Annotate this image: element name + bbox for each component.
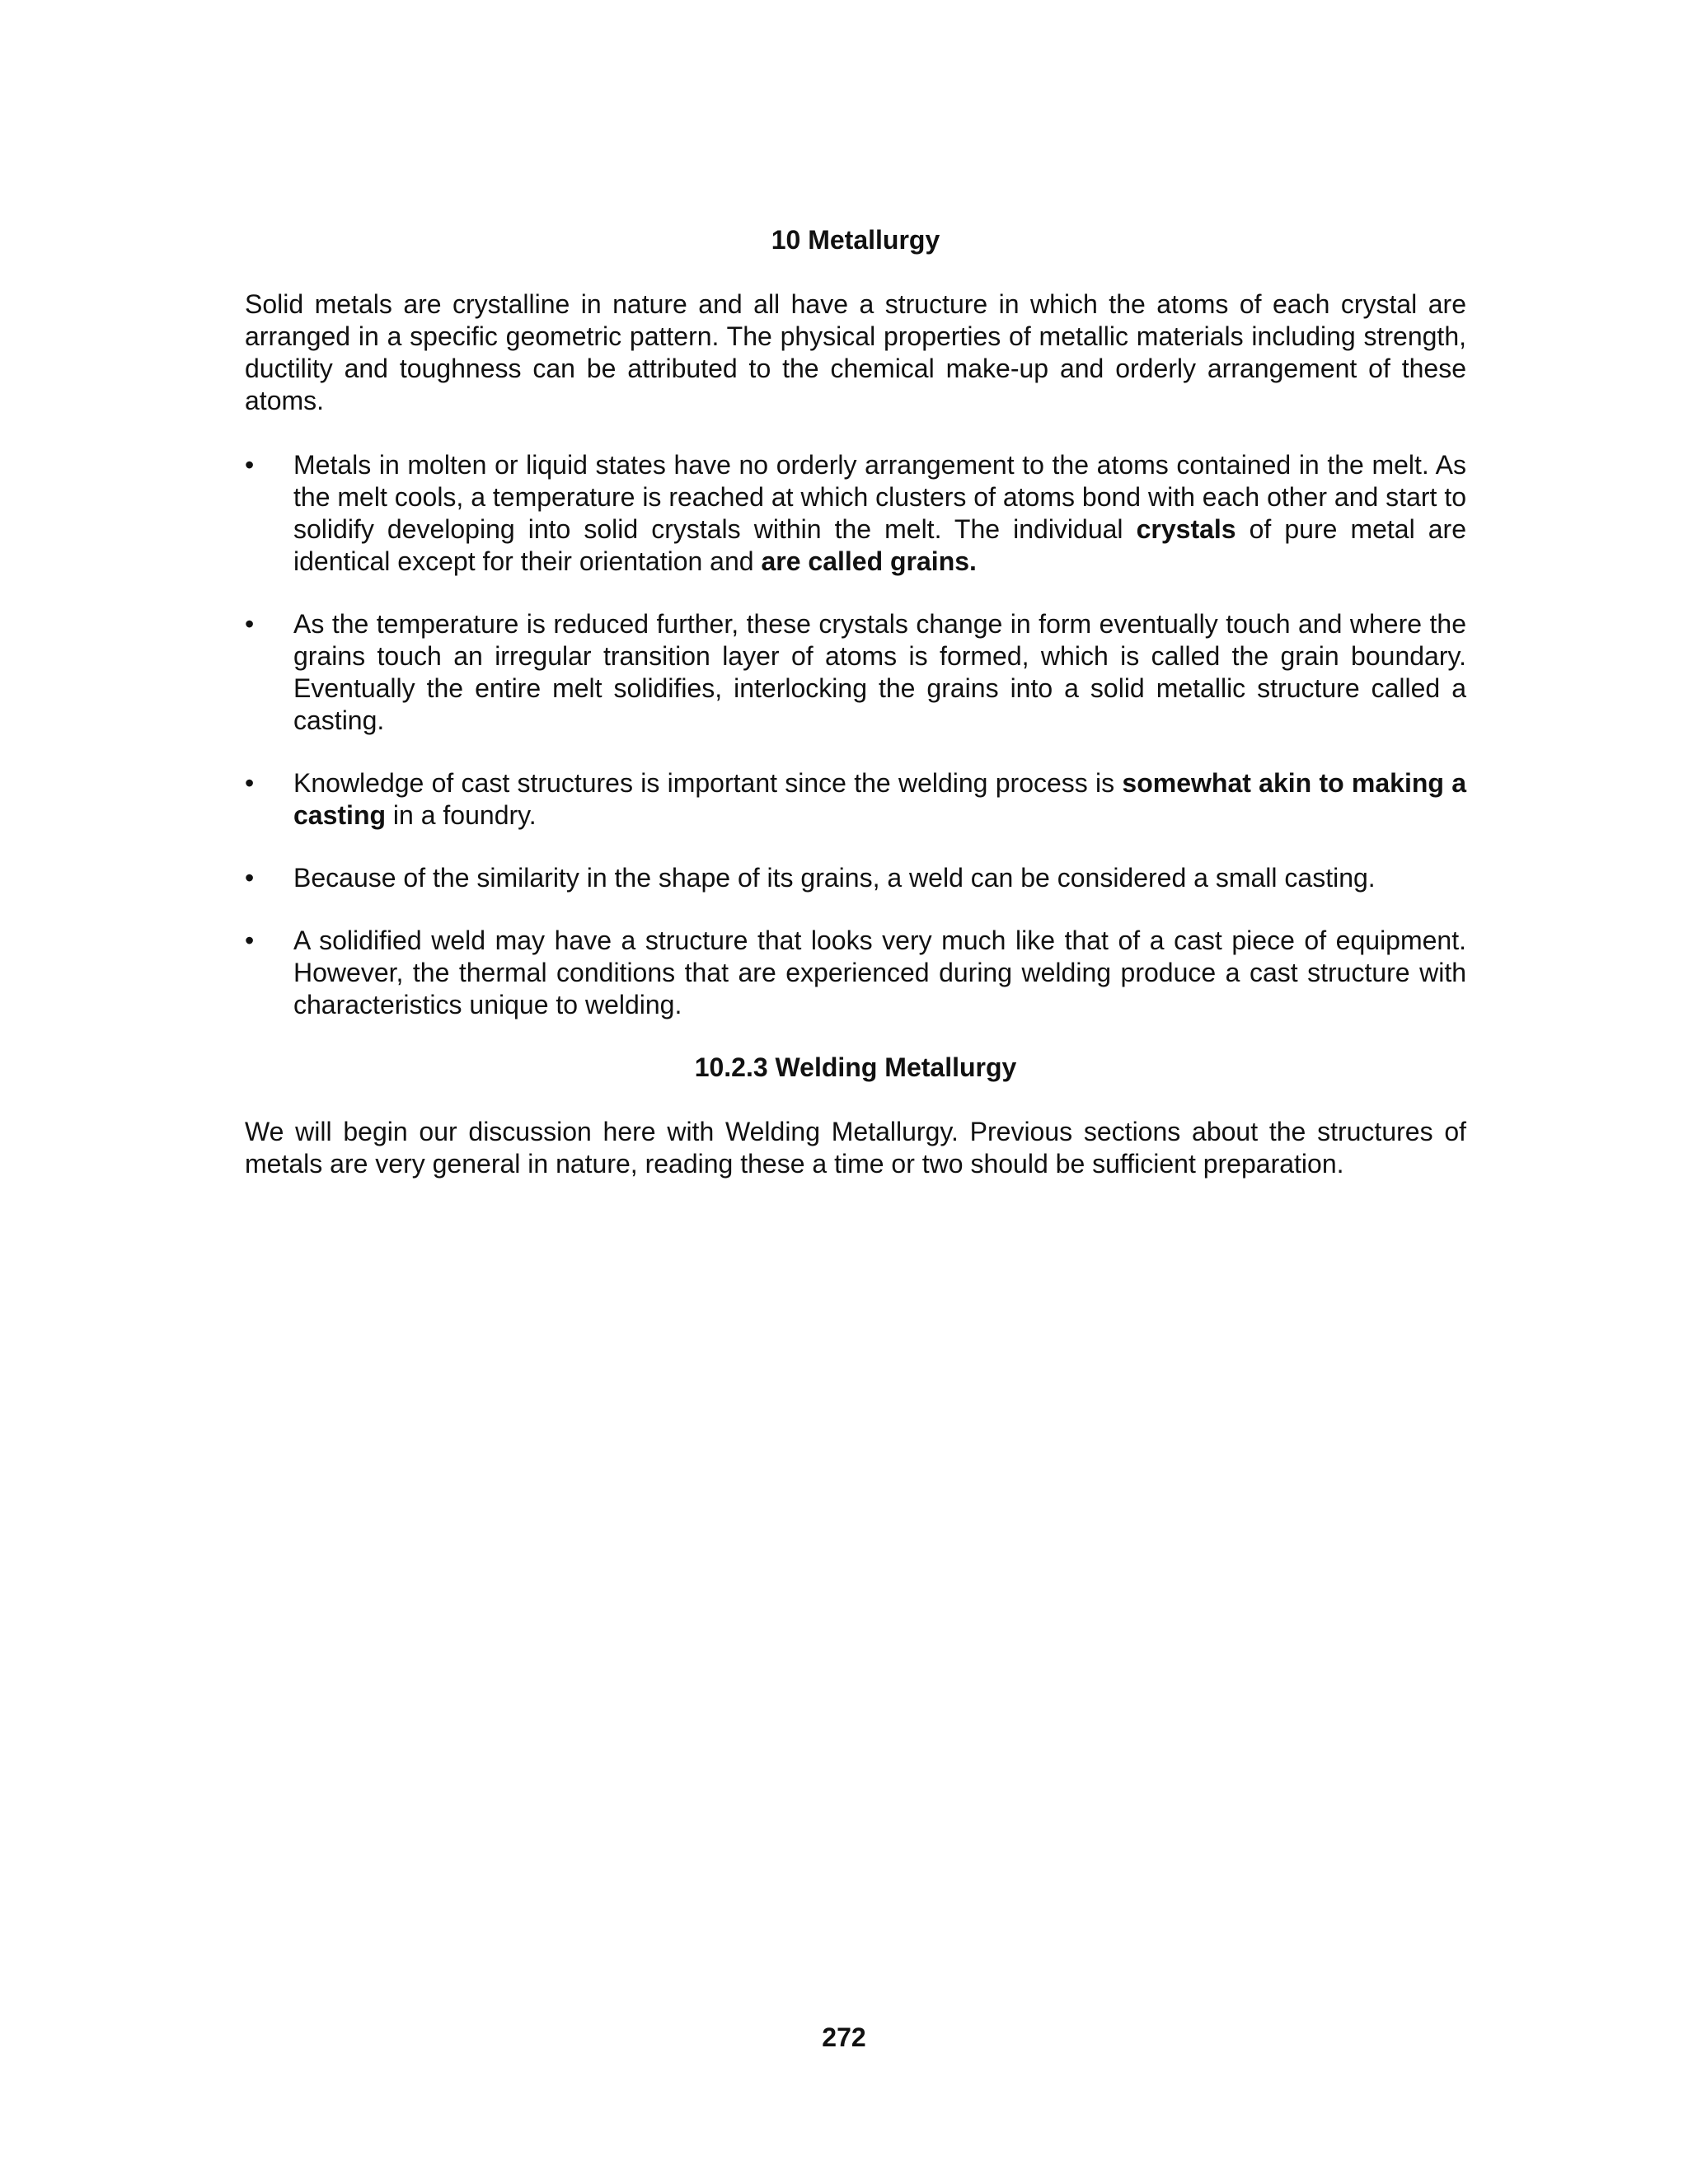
bullet-marker: • [245, 609, 255, 639]
bullet-marker: • [245, 450, 255, 480]
list-item [245, 767, 1466, 832]
list-item [245, 449, 1466, 578]
closing-paragraph: We will begin our discussion here with Welding Metallurgy. Previous sections about the structures of metals are very general in nature, reading these a time or two should be sufficient preparation. [245, 1117, 1466, 1179]
bullet-marker: • [245, 926, 255, 955]
bullet-list [245, 449, 1466, 1021]
list-item-bold: somewhat akin to making a casting [293, 768, 1467, 830]
page-content [245, 224, 1466, 1212]
list-item-text: Knowledge of cast structures is important since the welding process is [293, 768, 1123, 798]
list-item-bold: are called grains. [761, 546, 977, 576]
bullet-marker: • [245, 863, 255, 893]
page-title: 10 Metallurgy [771, 225, 940, 255]
bullet-marker: • [245, 768, 255, 798]
list-item-text: of pure metal are identical except for their orientation and [293, 514, 1467, 576]
list-item-text: Metals in molten or liquid states have no orderly arrangement to the atoms contained in the melt. As the melt cools, a temperature is reached at which clusters of atoms bond with each other and start to solidify developing into solid crystals within the melt. The individual [293, 450, 1466, 544]
list-item [245, 608, 1466, 737]
list-item [245, 862, 1466, 894]
page-number: 272 [822, 2022, 866, 2052]
list-item-text: Because of the similarity in the shape of its grains, a weld can be considered a small casting. [293, 863, 1376, 893]
list-item [245, 925, 1466, 1021]
list-item-text: A solidified weld may have a structure that looks very much like that of a cast piece of equipment. However, the thermal conditions that are experienced during welding produce a cast structure with characteristics unique to welding. [293, 926, 1466, 1019]
list-item-bold: crystals [1136, 514, 1236, 544]
list-item-text: in a foundry. [386, 800, 537, 830]
section-heading: 10.2.3 Welding Metallurgy [694, 1052, 1017, 1082]
list-item-text: As the temperature is reduced further, these crystals change in form eventually touch and where the grains touch an irregular transition layer of atoms is formed, which is called the grain boundary. Eventually the entire melt solidifies, interlocking the grains into a solid metallic structure called a casting. [293, 609, 1466, 735]
intro-paragraph: Solid metals are crystalline in nature and all have a structure in which the atoms of each crystal are arranged in a specific geometric pattern. The physical properties of metallic materials including strength, ductility and toughness can be attributed to the chemical make-up and orderly arrangement of these atoms. [245, 289, 1466, 415]
